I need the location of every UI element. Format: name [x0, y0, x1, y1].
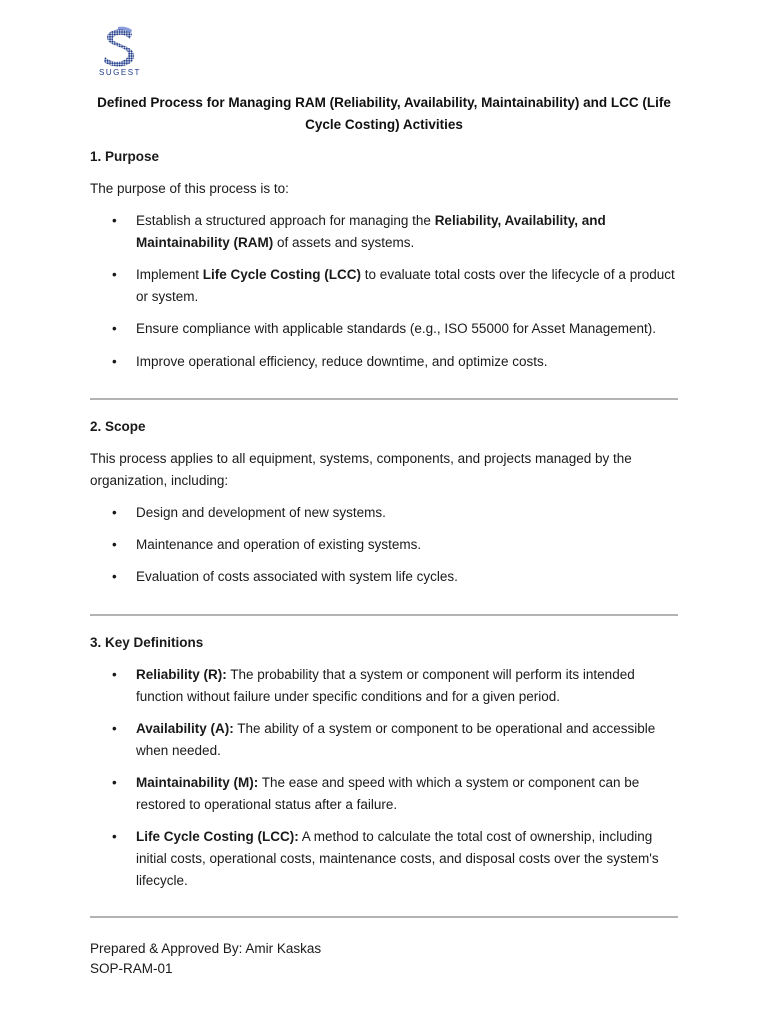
- bullet-icon: •: [112, 321, 117, 336]
- document-title: Defined Process for Managing RAM (Reliability, Availability, Maintainability) and LCC (Life Cycle Costing) Activities: [97, 95, 671, 132]
- bullet-icon: •: [112, 213, 117, 228]
- bullet-icon: •: [112, 569, 117, 584]
- bullet-icon: •: [112, 829, 117, 844]
- bullet-icon: •: [112, 505, 117, 520]
- document-code: SOP-RAM-01: [90, 961, 173, 976]
- scope-heading: 2. Scope: [90, 419, 146, 434]
- bullet-icon: •: [112, 354, 117, 369]
- document-page: SUGEST Defined Process for Managing RAM (Reliability, Availability, Maintainability) and LCC (Life Cycle Costing) Activities 1. Purpose The purpose of this process is to: • Establish a structured approach for managing the Reliability, Availability, and Maintainability (RAM) of assets and systems. • Implement Life Cycle Costing (LCC) to evaluate total costs over the lifecycle of a product or system. • Ensure compliance with applicable standards (e.g., ISO 55000 for Asset Management). • Improve operational efficiency, reduce downtime, and optimize costs. 2. Scope This process applies to all equipment, systems, components, and projects managed by the organization, including: • Design and development of new systems. • Maintenance and operation of existing systems. • Evaluation of costs associated with system life cycles. 3. Key Definitions • Reliability (R): The probability that a system or component will perform its intended function without failure under specific conditions and for a given period. • Availability (A): The ability of a system or component to be operational and accessible when needed. • Maintainability (M): The ease and speed with which a system or component can be restored to operational status after a failure. • Life Cycle Costing (LCC): A method to calculate the total cost of ownership, including initial costs, operational costs, maintenance costs, and disposal costs over the system's lifecycle. Prepared & Approved By: Amir Kaskas SOP-RAM-01: [0, 0, 768, 1024]
- section-divider: [90, 614, 678, 616]
- section-divider: [90, 916, 678, 918]
- sugest-s-logo-icon: [92, 26, 148, 70]
- bullet-icon: •: [112, 775, 117, 790]
- company-logo: [92, 26, 148, 82]
- bullet-icon: •: [112, 537, 117, 552]
- bullet-icon: •: [112, 267, 117, 282]
- scope-intro-line1: This process applies to all equipment, systems, components, and projects managed by the: [90, 451, 632, 466]
- section-divider: [90, 398, 678, 400]
- definitions-heading: 3. Key Definitions: [90, 635, 204, 650]
- bullet-icon: •: [112, 667, 117, 682]
- prepared-by: Prepared & Approved By: Amir Kaskas: [90, 941, 322, 956]
- purpose-intro: The purpose of this process is to:: [90, 181, 289, 196]
- scope-intro-line2: organization, including:: [90, 473, 229, 488]
- bullet-icon: •: [112, 721, 117, 736]
- purpose-heading: 1. Purpose: [90, 149, 160, 164]
- logo-wordmark: SUGEST: [99, 68, 141, 77]
